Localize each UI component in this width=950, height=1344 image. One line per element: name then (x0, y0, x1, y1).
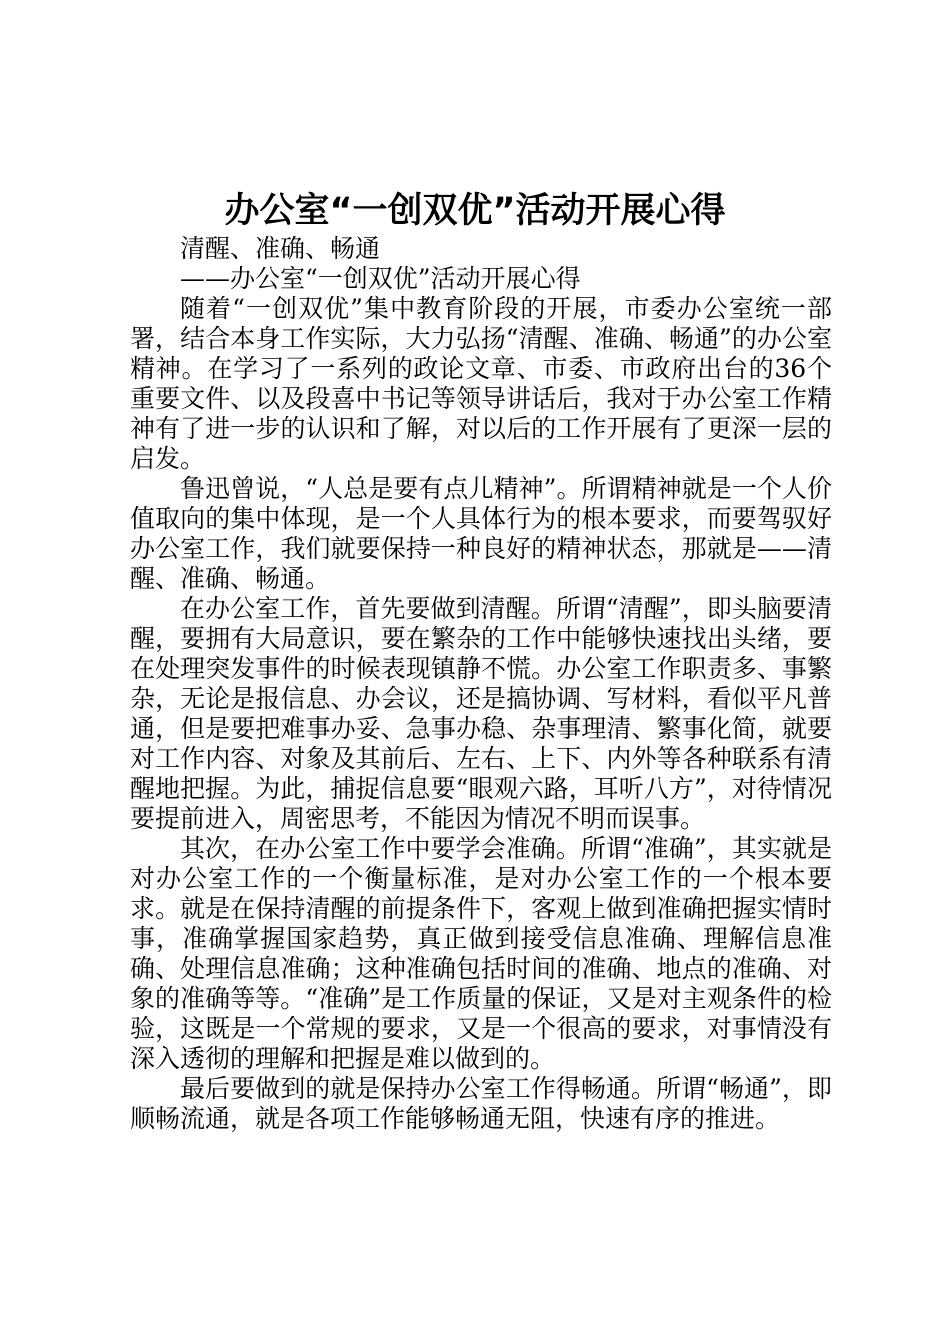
paragraph-5: 最后要做到的就是保持办公室工作得畅通。所谓“畅通”，即顺畅流通，就是各项工作能够畅通无阻，快速有序的推进。 (130, 1074, 832, 1133)
paragraph-4: 其次，在办公室工作中要学会准确。所谓“准确”，其实就是对办公室工作的一个衡量标准，是对办公室工作的一个根本要求。就是在保持清醒的前提条件下，客观上做到准确把握实情时事，准确掌握国家趋势，真正做到接受信息准确、理解信息准确、处理信息准确；这种准确包括时间的准确、地点的准确、对象的准确等等。“准确”是工作质量的保证，又是对主观条件的检验，这既是一个常规的要求，又是一个很高的要求，对事情没有深入透彻的理解和把握是难以做到的。 (130, 834, 832, 1073)
paragraph-1: 随着“一创双优”集中教育阶段的开展，市委办公室统一部署，结合本身工作实际，大力弘扬“清醒、准确、畅通”的办公室精神。在学习了一系列的政论文章、市委、市政府出台的36个重要文件、以及段喜中书记等领导讲话后，我对于办公室工作精神有了进一步的认识和了解，对以后的工作开展有了更深一层的启发。 (130, 294, 832, 473)
subtitle-line-1: 清醒、准确、畅通 (180, 234, 381, 263)
document-body (130, 234, 832, 1134)
paragraph-3: 在办公室工作，首先要做到清醒。所谓“清醒”，即头脑要清醒，要拥有大局意识，要在繁杂的工作中能够快速找出头绪，要在处理突发事件的时候表现镇静不慌。办公室工作职责多、事繁杂，无论是报信息、办会议，还是搞协调、写材料，看似平凡普通，但是要把难事办妥、急事办稳、杂事理清、繁事化简，就要对工作内容、对象及其前后、左右、上下、内外等各种联系有清醒地把握。为此，捕捉信息要“眼观六路，耳听八方”，对待情况要提前进入，周密思考，不能因为情况不明而误事。 (130, 594, 832, 833)
subtitle-line-2: ——办公室“一创双优”活动开展心得 (180, 264, 581, 293)
document-title: 办公室“一创双优”活动开展心得 (224, 191, 726, 231)
paragraph-2: 鲁迅曾说，“人总是要有点儿精神”。所谓精神就是一个人价值取向的集中体现，是一个人具体行为的根本要求，而要驾驭好办公室工作，我们就要保持一种良好的精神状态，那就是——清醒、准确、畅通。 (130, 474, 832, 593)
